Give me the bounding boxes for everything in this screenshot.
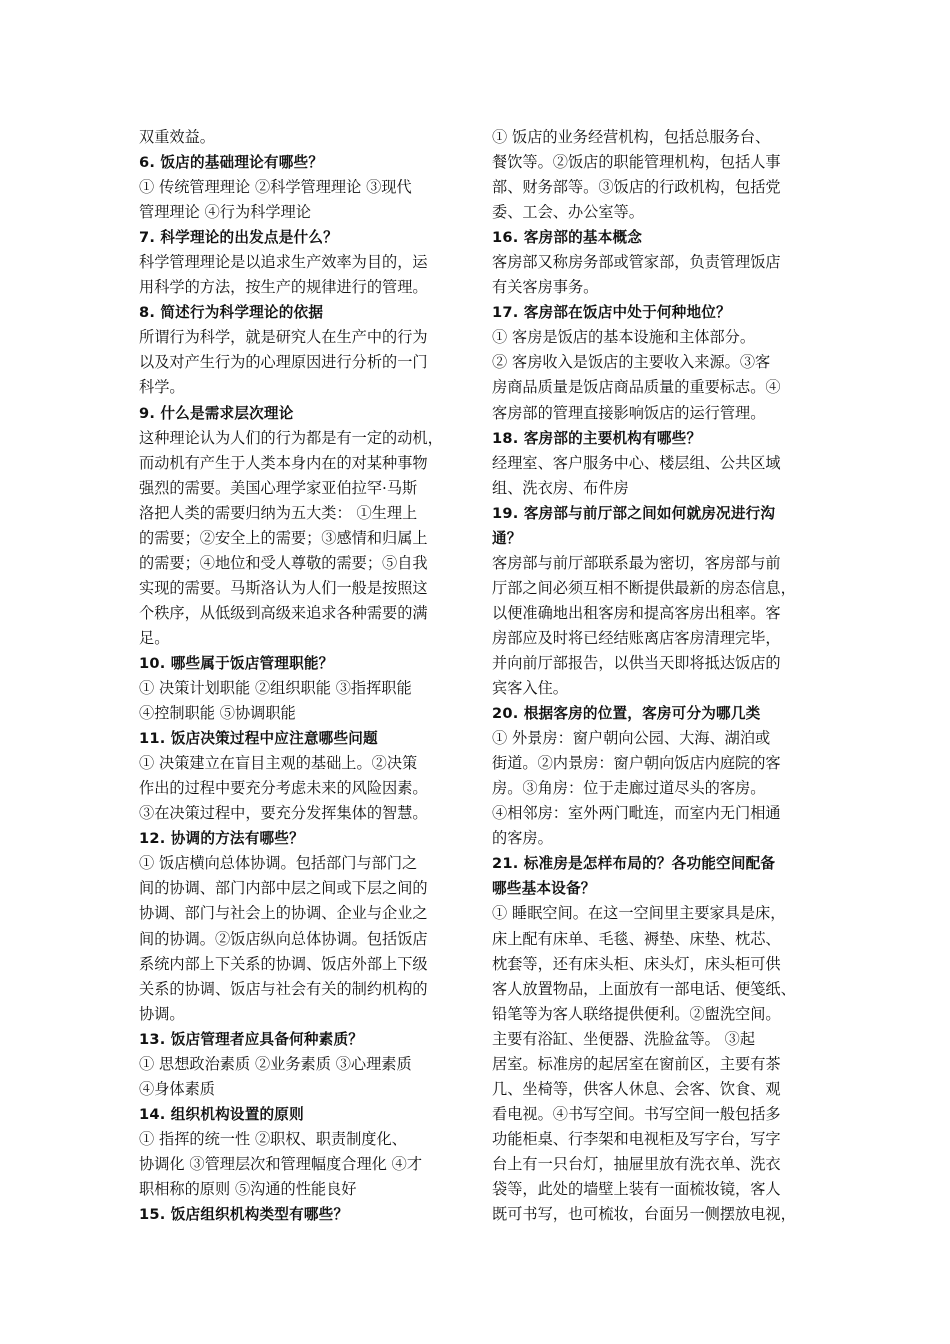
question-heading: 19. 客房部与前厅部之间如何就房况进行沟: [492, 504, 776, 522]
question-heading: 21. 标准房是怎样布局的？各功能空间配备: [492, 855, 776, 873]
question-heading: 7. 科学理论的出发点是什么？: [139, 229, 338, 247]
answer-text-line: 协调。: [139, 1004, 185, 1023]
answer-text-line: 餐饮等。②饭店的职能管理机构，包括人事: [492, 153, 781, 172]
answer-text-line: 职相称的原则 ⑤沟通的性能良好: [139, 1179, 357, 1198]
answer-text-line: 间的协调。②饭店纵向总体协调。包括饭店: [139, 929, 428, 948]
question-heading: 10. 哪些属于饭店管理职能？: [139, 654, 334, 672]
answer-text-line: 居室。标准房的起居室在窗前区，主要有茶: [492, 1054, 781, 1073]
answer-text-line: 管理理论 ④行为科学理论: [139, 203, 311, 222]
answer-text-line: 所谓行为科学，就是研究人在生产中的行为: [139, 328, 428, 347]
question-heading: 14. 组织机构设置的原则: [139, 1105, 304, 1123]
answer-text-line: 主要有浴缸、坐便器、洗脸盆等。 ③起: [492, 1029, 756, 1048]
answer-text-line: 组、洗衣房、布件房: [492, 478, 629, 497]
answer-text-line: ② 客房收入是饭店的主要收入来源。③客: [492, 353, 771, 372]
answer-text-line: 客房部与前厅部联系最为密切，客房部与前: [492, 553, 781, 572]
answer-text-line: ① 饭店的业务经营机构，包括总服务台、: [492, 128, 771, 146]
answer-text-line: 个秩序，从低级到高级来追求各种需要的满: [139, 603, 428, 622]
answer-text-line: 客房部又称房务部或管家部，负责管理饭店: [492, 253, 781, 272]
answer-text-line: ④身体素质: [139, 1079, 215, 1098]
answer-text-line: 科学管理理论是以追求生产效率为目的，运: [139, 253, 428, 272]
answer-text-line: 床上配有床单、毛毯、褥垫、床垫、枕芯、: [492, 929, 781, 948]
answer-text-line: 几、坐椅等，供客人休息、会客、饮食、观: [492, 1079, 781, 1098]
answer-text-line: 台上有一只台灯，抽屉里放有洗衣单、洗衣: [492, 1154, 781, 1173]
answer-text-line: ① 饭店横向总体协调。包括部门与部门之: [139, 854, 418, 873]
answer-text-line: 以便准确地出租客房和提高客房出租率。客: [492, 603, 781, 622]
answer-text-line: 间的协调、部门内部中层之间或下层之间的: [139, 879, 428, 898]
answer-text-line: 委、工会、办公室等。: [492, 203, 644, 222]
answer-text-line: 部、财务部等。③饭店的行政机构，包括党: [492, 178, 781, 197]
answer-text-line: 厅部之间必须互相不断提供最新的房态信息，: [492, 578, 796, 597]
answer-text-line: 这种理论认为人们的行为都是有一定的动机，: [139, 428, 443, 447]
answer-text-line: 经理室、客户服务中心、楼层组、公共区域: [492, 453, 781, 472]
answer-text-line: ① 决策计划职能 ②组织职能 ③指挥职能: [139, 679, 412, 698]
answer-text-line: 街道。②内景房：窗户朝向饭店内庭院的客: [492, 754, 781, 773]
answer-text-line: 而动机有产生于人类本身内在的对某种事物: [139, 453, 428, 472]
answer-text-line: ④控制职能 ⑤协调职能: [139, 704, 296, 723]
answer-text-line: ① 指挥的统一性 ②职权、职责制度化、: [139, 1129, 407, 1148]
answer-text-line: 功能柜桌、行李架和电视柜及写字台，写字: [492, 1129, 781, 1148]
answer-text-line: 科学。: [139, 378, 185, 397]
answer-text-line: ① 睡眠空间。在这一空间里主要家具是床，: [492, 904, 786, 923]
answer-text-line: ① 传统管理理论 ②科学管理理论 ③现代: [139, 178, 412, 197]
left-column: [139, 125, 461, 1227]
answer-text-line: 看电视。④书写空间。书写空间一般包括多: [492, 1104, 781, 1123]
question-heading: 8. 简述行为科学理论的依据: [139, 304, 324, 322]
answer-text-line: ① 思想政治素质 ②业务素质 ③心理素质: [139, 1054, 412, 1073]
answer-text-line: 强烈的需要。美国心理学家亚伯拉罕·马斯: [139, 478, 418, 497]
question-heading: 16. 客房部的基本概念: [492, 229, 643, 247]
answer-text-line: ① 决策建立在盲目主观的基础上。②决策: [139, 754, 418, 773]
answer-text-line: 洛把人类的需要归纳为五大类： ①生理上: [139, 503, 418, 522]
answer-text-line: ④相邻房：室外两门毗连，而室内无门相通: [492, 804, 781, 823]
answer-text-line: 以及对产生行为的心理原因进行分析的一门: [139, 353, 428, 372]
answer-text-line: 枕套等，还有床头柜、床头灯，床头柜可供: [492, 954, 781, 973]
answer-text-line: ③在决策过程中，要充分发挥集体的智慧。: [139, 804, 428, 823]
answer-text-line: 的需要；②安全上的需要；③感情和归属上: [139, 528, 428, 547]
question-heading: 6. 饭店的基础理论有哪些？: [139, 154, 324, 172]
answer-text-line: 双重效益。: [139, 128, 215, 146]
question-heading: 通？: [492, 529, 522, 547]
answer-text-line: 并向前厅部报告，以供当天即将抵达饭店的: [492, 653, 781, 672]
question-heading: 17. 客房部在饭店中处于何种地位？: [492, 304, 731, 322]
answer-text-line: 协调化 ③管理层次和管理幅度合理化 ④才: [139, 1154, 423, 1173]
answer-text-line: 协调、部门与社会上的协调、企业与企业之: [139, 904, 428, 923]
answer-text-line: 铅笔等为客人联络提供便利。②盥洗空间。: [492, 1004, 781, 1023]
question-heading: 13. 饭店管理者应具备何种素质？: [139, 1030, 364, 1048]
question-heading: 哪些基本设备？: [492, 880, 596, 898]
answer-text-line: ① 客房是饭店的基本设施和主体部分。: [492, 328, 756, 347]
right-column: [492, 125, 814, 1227]
answer-text-line: 用科学的方法，按生产的规律进行的管理。: [139, 278, 428, 297]
answer-text-line: 既可书写，也可梳妆，台面另一侧摆放电视，: [492, 1205, 796, 1224]
question-heading: 18. 客房部的主要机构有哪些？: [492, 429, 702, 447]
question-heading: 15. 饭店组织机构类型有哪些？: [139, 1206, 349, 1224]
answer-text-line: 有关客房事务。: [492, 278, 599, 297]
answer-text-line: 作出的过程中要充分考虑未来的风险因素。: [139, 779, 428, 798]
answer-text-line: 房商品质量是饭店商品质量的重要标志。④: [492, 378, 781, 397]
question-heading: 20. 根据客房的位置，客房可分为哪几类: [492, 705, 761, 723]
answer-text-line: 足。: [139, 628, 170, 647]
answer-text-line: 房。③角房：位于走廊过道尽头的客房。: [492, 779, 766, 798]
answer-text-line: 袋等，此处的墙壁上装有一面梳妆镜，客人: [492, 1179, 781, 1198]
answer-text-line: 的客房。: [492, 829, 553, 848]
answer-text-line: 房部应及时将已经结账离店客房清理完毕，: [492, 628, 781, 647]
answer-text-line: 的需要；④地位和受人尊敬的需要；⑤自我: [139, 553, 428, 572]
answer-text-line: ① 外景房：窗户朝向公园、大海、湖泊或: [492, 729, 771, 748]
answer-text-line: 宾客入住。: [492, 679, 568, 698]
question-heading: 9. 什么是需求层次理论: [139, 404, 294, 422]
question-heading: 12. 协调的方法有哪些？: [139, 830, 304, 848]
answer-text-line: 客房部的管理直接影响饭店的运行管理。: [492, 403, 766, 422]
question-heading: 11. 饭店决策过程中应注意哪些问题: [139, 730, 378, 748]
answer-text-line: 客人放置物品，上面放有一部电话、便笺纸、: [492, 979, 796, 998]
answer-text-line: 系统内部上下关系的协调、饭店外部上下级: [139, 954, 428, 973]
answer-text-line: 实现的需要。马斯洛认为人们一般是按照这: [139, 578, 428, 597]
answer-text-line: 关系的协调、饭店与社会有关的制约机构的: [139, 979, 428, 998]
